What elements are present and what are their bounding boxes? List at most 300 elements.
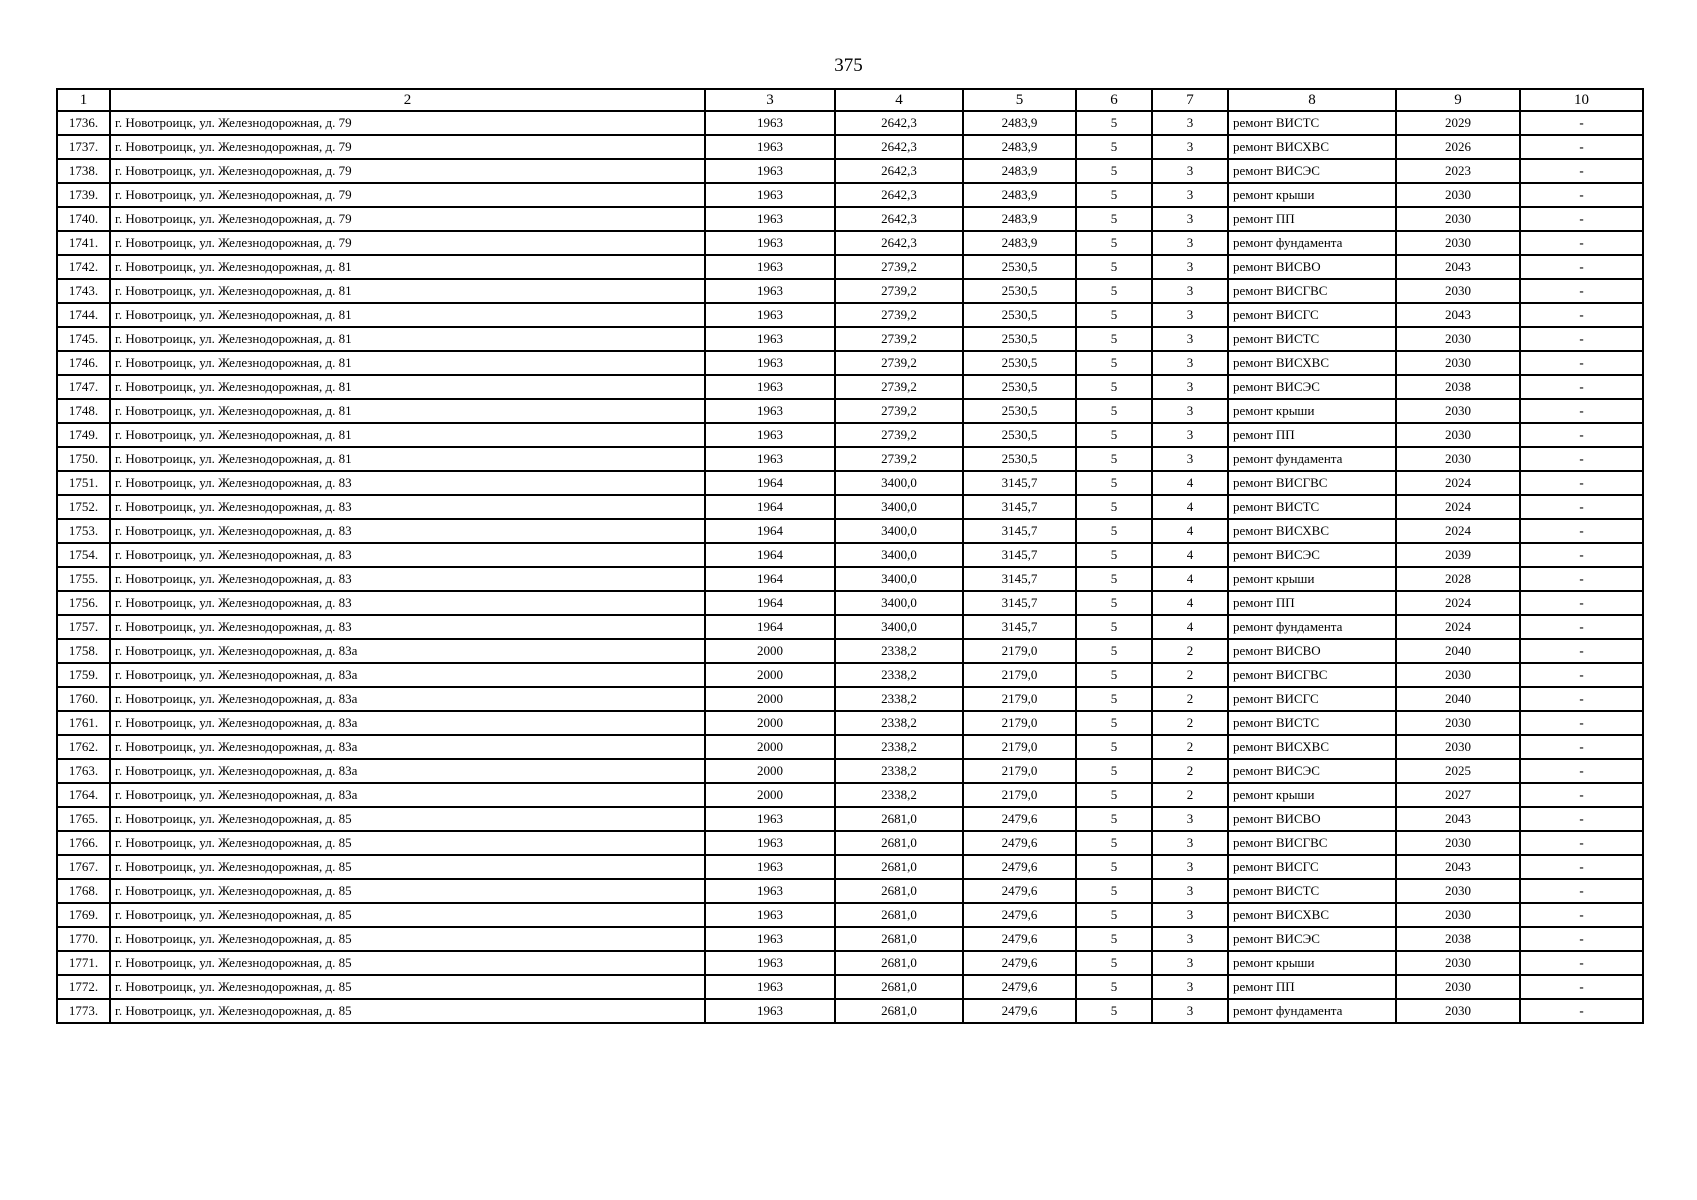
planned-year-cell: 2024 xyxy=(1396,519,1520,543)
note-cell: - xyxy=(1520,519,1643,543)
build-year-cell: 1964 xyxy=(705,471,835,495)
entrances-cell: 3 xyxy=(1152,375,1228,399)
build-year-cell: 1963 xyxy=(705,423,835,447)
planned-year-cell: 2030 xyxy=(1396,879,1520,903)
note-cell: - xyxy=(1520,639,1643,663)
table-row xyxy=(57,303,1643,327)
floors-cell: 5 xyxy=(1076,687,1152,711)
note-cell: - xyxy=(1520,279,1643,303)
row-number-cell: 1749. xyxy=(57,423,110,447)
build-year-cell: 1963 xyxy=(705,903,835,927)
living-area-cell: 2479,6 xyxy=(963,807,1076,831)
work-type-cell: ремонт крыши xyxy=(1228,183,1396,207)
column-header: 9 xyxy=(1396,89,1520,111)
total-area-cell: 2739,2 xyxy=(835,279,963,303)
build-year-cell: 1963 xyxy=(705,351,835,375)
planned-year-cell: 2043 xyxy=(1396,855,1520,879)
entrances-cell: 3 xyxy=(1152,879,1228,903)
floors-cell: 5 xyxy=(1076,591,1152,615)
build-year-cell: 1963 xyxy=(705,255,835,279)
table-row xyxy=(57,351,1643,375)
row-number-cell: 1752. xyxy=(57,495,110,519)
planned-year-cell: 2030 xyxy=(1396,903,1520,927)
page-number: 375 xyxy=(834,55,863,76)
table-row xyxy=(57,519,1643,543)
build-year-cell: 1963 xyxy=(705,399,835,423)
living-area-cell: 2530,5 xyxy=(963,375,1076,399)
floors-cell: 5 xyxy=(1076,399,1152,423)
entrances-cell: 3 xyxy=(1152,327,1228,351)
address-cell: г. Новотроицк, ул. Железнодорожная, д. 79 xyxy=(110,207,705,231)
floors-cell: 5 xyxy=(1076,975,1152,999)
table-row xyxy=(57,927,1643,951)
living-area-cell: 3145,7 xyxy=(963,471,1076,495)
address-cell: г. Новотроицк, ул. Железнодорожная, д. 81 xyxy=(110,303,705,327)
row-number-cell: 1748. xyxy=(57,399,110,423)
address-cell: г. Новотроицк, ул. Железнодорожная, д. 85 xyxy=(110,807,705,831)
total-area-cell: 2338,2 xyxy=(835,783,963,807)
entrances-cell: 3 xyxy=(1152,807,1228,831)
address-cell: г. Новотроицк, ул. Железнодорожная, д. 81 xyxy=(110,399,705,423)
total-area-cell: 2739,2 xyxy=(835,399,963,423)
note-cell: - xyxy=(1520,615,1643,639)
table-row xyxy=(57,423,1643,447)
address-cell: г. Новотроицк, ул. Железнодорожная, д. 81 xyxy=(110,255,705,279)
total-area-cell: 2681,0 xyxy=(835,855,963,879)
row-number-cell: 1767. xyxy=(57,855,110,879)
living-area-cell: 2530,5 xyxy=(963,327,1076,351)
work-type-cell: ремонт ВИСТС xyxy=(1228,111,1396,135)
row-number-cell: 1753. xyxy=(57,519,110,543)
row-number-cell: 1758. xyxy=(57,639,110,663)
total-area-cell: 3400,0 xyxy=(835,567,963,591)
living-area-cell: 3145,7 xyxy=(963,567,1076,591)
total-area-cell: 2338,2 xyxy=(835,735,963,759)
floors-cell: 5 xyxy=(1076,783,1152,807)
floors-cell: 5 xyxy=(1076,807,1152,831)
table-row xyxy=(57,471,1643,495)
build-year-cell: 2000 xyxy=(705,735,835,759)
address-cell: г. Новотроицк, ул. Железнодорожная, д. 83 xyxy=(110,591,705,615)
row-number-cell: 1741. xyxy=(57,231,110,255)
planned-year-cell: 2024 xyxy=(1396,471,1520,495)
living-area-cell: 2530,5 xyxy=(963,351,1076,375)
table-row xyxy=(57,207,1643,231)
work-type-cell: ремонт фундамента xyxy=(1228,447,1396,471)
work-type-cell: ремонт ВИСХВС xyxy=(1228,735,1396,759)
floors-cell: 5 xyxy=(1076,903,1152,927)
living-area-cell: 2179,0 xyxy=(963,639,1076,663)
entrances-cell: 2 xyxy=(1152,639,1228,663)
build-year-cell: 1963 xyxy=(705,207,835,231)
row-number-cell: 1769. xyxy=(57,903,110,927)
note-cell: - xyxy=(1520,927,1643,951)
row-number-cell: 1751. xyxy=(57,471,110,495)
living-area-cell: 2530,5 xyxy=(963,279,1076,303)
table-row xyxy=(57,279,1643,303)
total-area-cell: 2338,2 xyxy=(835,687,963,711)
note-cell: - xyxy=(1520,423,1643,447)
entrances-cell: 3 xyxy=(1152,207,1228,231)
floors-cell: 5 xyxy=(1076,351,1152,375)
address-cell: г. Новотроицк, ул. Железнодорожная, д. 83 xyxy=(110,543,705,567)
total-area-cell: 2739,2 xyxy=(835,423,963,447)
planned-year-cell: 2030 xyxy=(1396,231,1520,255)
column-header: 3 xyxy=(705,89,835,111)
planned-year-cell: 2030 xyxy=(1396,831,1520,855)
build-year-cell: 1963 xyxy=(705,807,835,831)
address-cell: г. Новотроицк, ул. Железнодорожная, д. 83а xyxy=(110,711,705,735)
living-area-cell: 2479,6 xyxy=(963,879,1076,903)
total-area-cell: 2739,2 xyxy=(835,303,963,327)
floors-cell: 5 xyxy=(1076,759,1152,783)
build-year-cell: 1964 xyxy=(705,567,835,591)
entrances-cell: 3 xyxy=(1152,399,1228,423)
living-area-cell: 3145,7 xyxy=(963,495,1076,519)
address-cell: г. Новотроицк, ул. Железнодорожная, д. 79 xyxy=(110,231,705,255)
work-type-cell: ремонт фундамента xyxy=(1228,999,1396,1023)
entrances-cell: 3 xyxy=(1152,855,1228,879)
address-cell: г. Новотроицк, ул. Железнодорожная, д. 83 xyxy=(110,567,705,591)
living-area-cell: 2179,0 xyxy=(963,687,1076,711)
row-number-cell: 1757. xyxy=(57,615,110,639)
note-cell: - xyxy=(1520,351,1643,375)
planned-year-cell: 2040 xyxy=(1396,687,1520,711)
address-cell: г. Новотроицк, ул. Железнодорожная, д. 85 xyxy=(110,927,705,951)
build-year-cell: 1963 xyxy=(705,303,835,327)
living-area-cell: 3145,7 xyxy=(963,615,1076,639)
living-area-cell: 2179,0 xyxy=(963,735,1076,759)
table-row xyxy=(57,231,1643,255)
note-cell: - xyxy=(1520,903,1643,927)
floors-cell: 5 xyxy=(1076,495,1152,519)
floors-cell: 5 xyxy=(1076,735,1152,759)
work-type-cell: ремонт ВИСЭС xyxy=(1228,159,1396,183)
planned-year-cell: 2025 xyxy=(1396,759,1520,783)
planned-year-cell: 2030 xyxy=(1396,447,1520,471)
table-body xyxy=(57,111,1643,1023)
table-row xyxy=(57,735,1643,759)
floors-cell: 5 xyxy=(1076,327,1152,351)
entrances-cell: 4 xyxy=(1152,519,1228,543)
table-row xyxy=(57,327,1643,351)
total-area-cell: 2739,2 xyxy=(835,447,963,471)
table-row xyxy=(57,615,1643,639)
row-number-cell: 1755. xyxy=(57,567,110,591)
address-cell: г. Новотроицк, ул. Железнодорожная, д. 81 xyxy=(110,375,705,399)
work-type-cell: ремонт ВИСГВС xyxy=(1228,663,1396,687)
total-area-cell: 2642,3 xyxy=(835,207,963,231)
planned-year-cell: 2024 xyxy=(1396,591,1520,615)
work-type-cell: ремонт крыши xyxy=(1228,783,1396,807)
work-type-cell: ремонт ВИСТС xyxy=(1228,879,1396,903)
build-year-cell: 1963 xyxy=(705,135,835,159)
work-type-cell: ремонт ПП xyxy=(1228,207,1396,231)
planned-year-cell: 2030 xyxy=(1396,183,1520,207)
table-row xyxy=(57,639,1643,663)
planned-year-cell: 2030 xyxy=(1396,663,1520,687)
build-year-cell: 1964 xyxy=(705,519,835,543)
living-area-cell: 2530,5 xyxy=(963,303,1076,327)
planned-year-cell: 2030 xyxy=(1396,399,1520,423)
floors-cell: 5 xyxy=(1076,231,1152,255)
total-area-cell: 2338,2 xyxy=(835,711,963,735)
row-number-cell: 1738. xyxy=(57,159,110,183)
entrances-cell: 4 xyxy=(1152,471,1228,495)
total-area-cell: 2681,0 xyxy=(835,831,963,855)
living-area-cell: 2530,5 xyxy=(963,447,1076,471)
work-type-cell: ремонт ВИСГС xyxy=(1228,687,1396,711)
table-row xyxy=(57,159,1643,183)
living-area-cell: 3145,7 xyxy=(963,543,1076,567)
row-number-cell: 1746. xyxy=(57,351,110,375)
living-area-cell: 2179,0 xyxy=(963,663,1076,687)
living-area-cell: 2530,5 xyxy=(963,423,1076,447)
planned-year-cell: 2030 xyxy=(1396,999,1520,1023)
floors-cell: 5 xyxy=(1076,615,1152,639)
work-type-cell: ремонт фундамента xyxy=(1228,231,1396,255)
work-type-cell: ремонт ВИСВО xyxy=(1228,255,1396,279)
row-number-cell: 1772. xyxy=(57,975,110,999)
total-area-cell: 2681,0 xyxy=(835,879,963,903)
entrances-cell: 3 xyxy=(1152,447,1228,471)
work-type-cell: ремонт ВИСЭС xyxy=(1228,759,1396,783)
entrances-cell: 4 xyxy=(1152,615,1228,639)
work-type-cell: ремонт крыши xyxy=(1228,399,1396,423)
work-type-cell: ремонт ВИСВО xyxy=(1228,639,1396,663)
floors-cell: 5 xyxy=(1076,303,1152,327)
floors-cell: 5 xyxy=(1076,927,1152,951)
build-year-cell: 1963 xyxy=(705,831,835,855)
work-type-cell: ремонт ВИСХВС xyxy=(1228,903,1396,927)
floors-cell: 5 xyxy=(1076,375,1152,399)
row-number-cell: 1754. xyxy=(57,543,110,567)
table-row xyxy=(57,831,1643,855)
row-number-cell: 1768. xyxy=(57,879,110,903)
living-area-cell: 2479,6 xyxy=(963,855,1076,879)
column-header: 2 xyxy=(110,89,705,111)
total-area-cell: 3400,0 xyxy=(835,543,963,567)
living-area-cell: 2483,9 xyxy=(963,135,1076,159)
total-area-cell: 2681,0 xyxy=(835,975,963,999)
row-number-cell: 1736. xyxy=(57,111,110,135)
planned-year-cell: 2039 xyxy=(1396,543,1520,567)
living-area-cell: 2179,0 xyxy=(963,711,1076,735)
build-year-cell: 1963 xyxy=(705,999,835,1023)
column-header: 7 xyxy=(1152,89,1228,111)
table-row xyxy=(57,711,1643,735)
planned-year-cell: 2029 xyxy=(1396,111,1520,135)
address-cell: г. Новотроицк, ул. Железнодорожная, д. 83 xyxy=(110,471,705,495)
address-cell: г. Новотроицк, ул. Железнодорожная, д. 83а xyxy=(110,735,705,759)
table-row xyxy=(57,687,1643,711)
note-cell: - xyxy=(1520,471,1643,495)
table-row xyxy=(57,591,1643,615)
table-row xyxy=(57,495,1643,519)
table-row xyxy=(57,375,1643,399)
build-year-cell: 2000 xyxy=(705,663,835,687)
planned-year-cell: 2038 xyxy=(1396,375,1520,399)
living-area-cell: 3145,7 xyxy=(963,519,1076,543)
build-year-cell: 1963 xyxy=(705,279,835,303)
build-year-cell: 1963 xyxy=(705,927,835,951)
planned-year-cell: 2030 xyxy=(1396,975,1520,999)
total-area-cell: 3400,0 xyxy=(835,519,963,543)
column-header: 5 xyxy=(963,89,1076,111)
build-year-cell: 1963 xyxy=(705,855,835,879)
row-number-cell: 1771. xyxy=(57,951,110,975)
table-row xyxy=(57,879,1643,903)
build-year-cell: 1963 xyxy=(705,447,835,471)
address-cell: г. Новотроицк, ул. Железнодорожная, д. 83а xyxy=(110,783,705,807)
living-area-cell: 2179,0 xyxy=(963,759,1076,783)
address-cell: г. Новотроицк, ул. Железнодорожная, д. 83а xyxy=(110,759,705,783)
build-year-cell: 1963 xyxy=(705,183,835,207)
build-year-cell: 1963 xyxy=(705,951,835,975)
work-type-cell: ремонт ВИСХВС xyxy=(1228,351,1396,375)
entrances-cell: 3 xyxy=(1152,951,1228,975)
living-area-cell: 2483,9 xyxy=(963,111,1076,135)
note-cell: - xyxy=(1520,303,1643,327)
living-area-cell: 2483,9 xyxy=(963,207,1076,231)
entrances-cell: 3 xyxy=(1152,135,1228,159)
table-row xyxy=(57,855,1643,879)
build-year-cell: 2000 xyxy=(705,711,835,735)
entrances-cell: 2 xyxy=(1152,663,1228,687)
work-type-cell: ремонт ВИСГВС xyxy=(1228,831,1396,855)
table-row xyxy=(57,975,1643,999)
living-area-cell: 2483,9 xyxy=(963,231,1076,255)
total-area-cell: 3400,0 xyxy=(835,615,963,639)
total-area-cell: 2642,3 xyxy=(835,135,963,159)
entrances-cell: 3 xyxy=(1152,831,1228,855)
total-area-cell: 3400,0 xyxy=(835,471,963,495)
planned-year-cell: 2043 xyxy=(1396,303,1520,327)
work-type-cell: ремонт ВИСЭС xyxy=(1228,927,1396,951)
build-year-cell: 1963 xyxy=(705,159,835,183)
planned-year-cell: 2024 xyxy=(1396,615,1520,639)
address-cell: г. Новотроицк, ул. Железнодорожная, д. 81 xyxy=(110,447,705,471)
work-type-cell: ремонт ВИСХВС xyxy=(1228,519,1396,543)
row-number-cell: 1764. xyxy=(57,783,110,807)
total-area-cell: 2681,0 xyxy=(835,951,963,975)
build-year-cell: 1963 xyxy=(705,375,835,399)
planned-year-cell: 2030 xyxy=(1396,711,1520,735)
total-area-cell: 2642,3 xyxy=(835,183,963,207)
row-number-cell: 1762. xyxy=(57,735,110,759)
entrances-cell: 2 xyxy=(1152,759,1228,783)
address-cell: г. Новотроицк, ул. Железнодорожная, д. 85 xyxy=(110,855,705,879)
table-row xyxy=(57,783,1643,807)
total-area-cell: 2681,0 xyxy=(835,903,963,927)
build-year-cell: 1963 xyxy=(705,327,835,351)
total-area-cell: 3400,0 xyxy=(835,495,963,519)
build-year-cell: 1964 xyxy=(705,615,835,639)
planned-year-cell: 2026 xyxy=(1396,135,1520,159)
row-number-cell: 1759. xyxy=(57,663,110,687)
note-cell: - xyxy=(1520,327,1643,351)
build-year-cell: 1964 xyxy=(705,543,835,567)
note-cell: - xyxy=(1520,687,1643,711)
total-area-cell: 2642,3 xyxy=(835,111,963,135)
column-header: 10 xyxy=(1520,89,1643,111)
column-header: 6 xyxy=(1076,89,1152,111)
row-number-cell: 1756. xyxy=(57,591,110,615)
note-cell: - xyxy=(1520,399,1643,423)
build-year-cell: 1963 xyxy=(705,111,835,135)
total-area-cell: 2642,3 xyxy=(835,159,963,183)
note-cell: - xyxy=(1520,159,1643,183)
planned-year-cell: 2028 xyxy=(1396,567,1520,591)
build-year-cell: 1964 xyxy=(705,591,835,615)
table-row xyxy=(57,543,1643,567)
note-cell: - xyxy=(1520,495,1643,519)
note-cell: - xyxy=(1520,951,1643,975)
floors-cell: 5 xyxy=(1076,879,1152,903)
note-cell: - xyxy=(1520,375,1643,399)
floors-cell: 5 xyxy=(1076,111,1152,135)
note-cell: - xyxy=(1520,807,1643,831)
build-year-cell: 2000 xyxy=(705,639,835,663)
total-area-cell: 2681,0 xyxy=(835,807,963,831)
table-row xyxy=(57,663,1643,687)
planned-year-cell: 2030 xyxy=(1396,423,1520,447)
planned-year-cell: 2027 xyxy=(1396,783,1520,807)
row-number-cell: 1737. xyxy=(57,135,110,159)
row-number-cell: 1750. xyxy=(57,447,110,471)
floors-cell: 5 xyxy=(1076,207,1152,231)
table-row xyxy=(57,999,1643,1023)
address-cell: г. Новотроицк, ул. Железнодорожная, д. 85 xyxy=(110,879,705,903)
work-type-cell: ремонт ВИСТС xyxy=(1228,495,1396,519)
address-cell: г. Новотроицк, ул. Железнодорожная, д. 83а xyxy=(110,663,705,687)
table-row xyxy=(57,807,1643,831)
address-cell: г. Новотроицк, ул. Железнодорожная, д. 83а xyxy=(110,639,705,663)
address-cell: г. Новотроицк, ул. Железнодорожная, д. 79 xyxy=(110,159,705,183)
row-number-cell: 1760. xyxy=(57,687,110,711)
total-area-cell: 2739,2 xyxy=(835,255,963,279)
note-cell: - xyxy=(1520,855,1643,879)
note-cell: - xyxy=(1520,735,1643,759)
entrances-cell: 3 xyxy=(1152,999,1228,1023)
row-number-cell: 1761. xyxy=(57,711,110,735)
floors-cell: 5 xyxy=(1076,183,1152,207)
address-cell: г. Новотроицк, ул. Железнодорожная, д. 83а xyxy=(110,687,705,711)
planned-year-cell: 2024 xyxy=(1396,495,1520,519)
row-number-cell: 1740. xyxy=(57,207,110,231)
total-area-cell: 3400,0 xyxy=(835,591,963,615)
work-type-cell: ремонт ВИСГВС xyxy=(1228,279,1396,303)
address-cell: г. Новотроицк, ул. Железнодорожная, д. 81 xyxy=(110,327,705,351)
work-type-cell: ремонт ВИСТС xyxy=(1228,327,1396,351)
floors-cell: 5 xyxy=(1076,471,1152,495)
living-area-cell: 2483,9 xyxy=(963,183,1076,207)
entrances-cell: 3 xyxy=(1152,159,1228,183)
floors-cell: 5 xyxy=(1076,543,1152,567)
work-type-cell: ремонт ВИСВО xyxy=(1228,807,1396,831)
build-year-cell: 2000 xyxy=(705,687,835,711)
table-row xyxy=(57,399,1643,423)
entrances-cell: 4 xyxy=(1152,495,1228,519)
row-number-cell: 1773. xyxy=(57,999,110,1023)
floors-cell: 5 xyxy=(1076,255,1152,279)
entrances-cell: 3 xyxy=(1152,183,1228,207)
address-cell: г. Новотроицк, ул. Железнодорожная, д. 85 xyxy=(110,831,705,855)
note-cell: - xyxy=(1520,207,1643,231)
planned-year-cell: 2030 xyxy=(1396,207,1520,231)
note-cell: - xyxy=(1520,999,1643,1023)
row-number-cell: 1763. xyxy=(57,759,110,783)
